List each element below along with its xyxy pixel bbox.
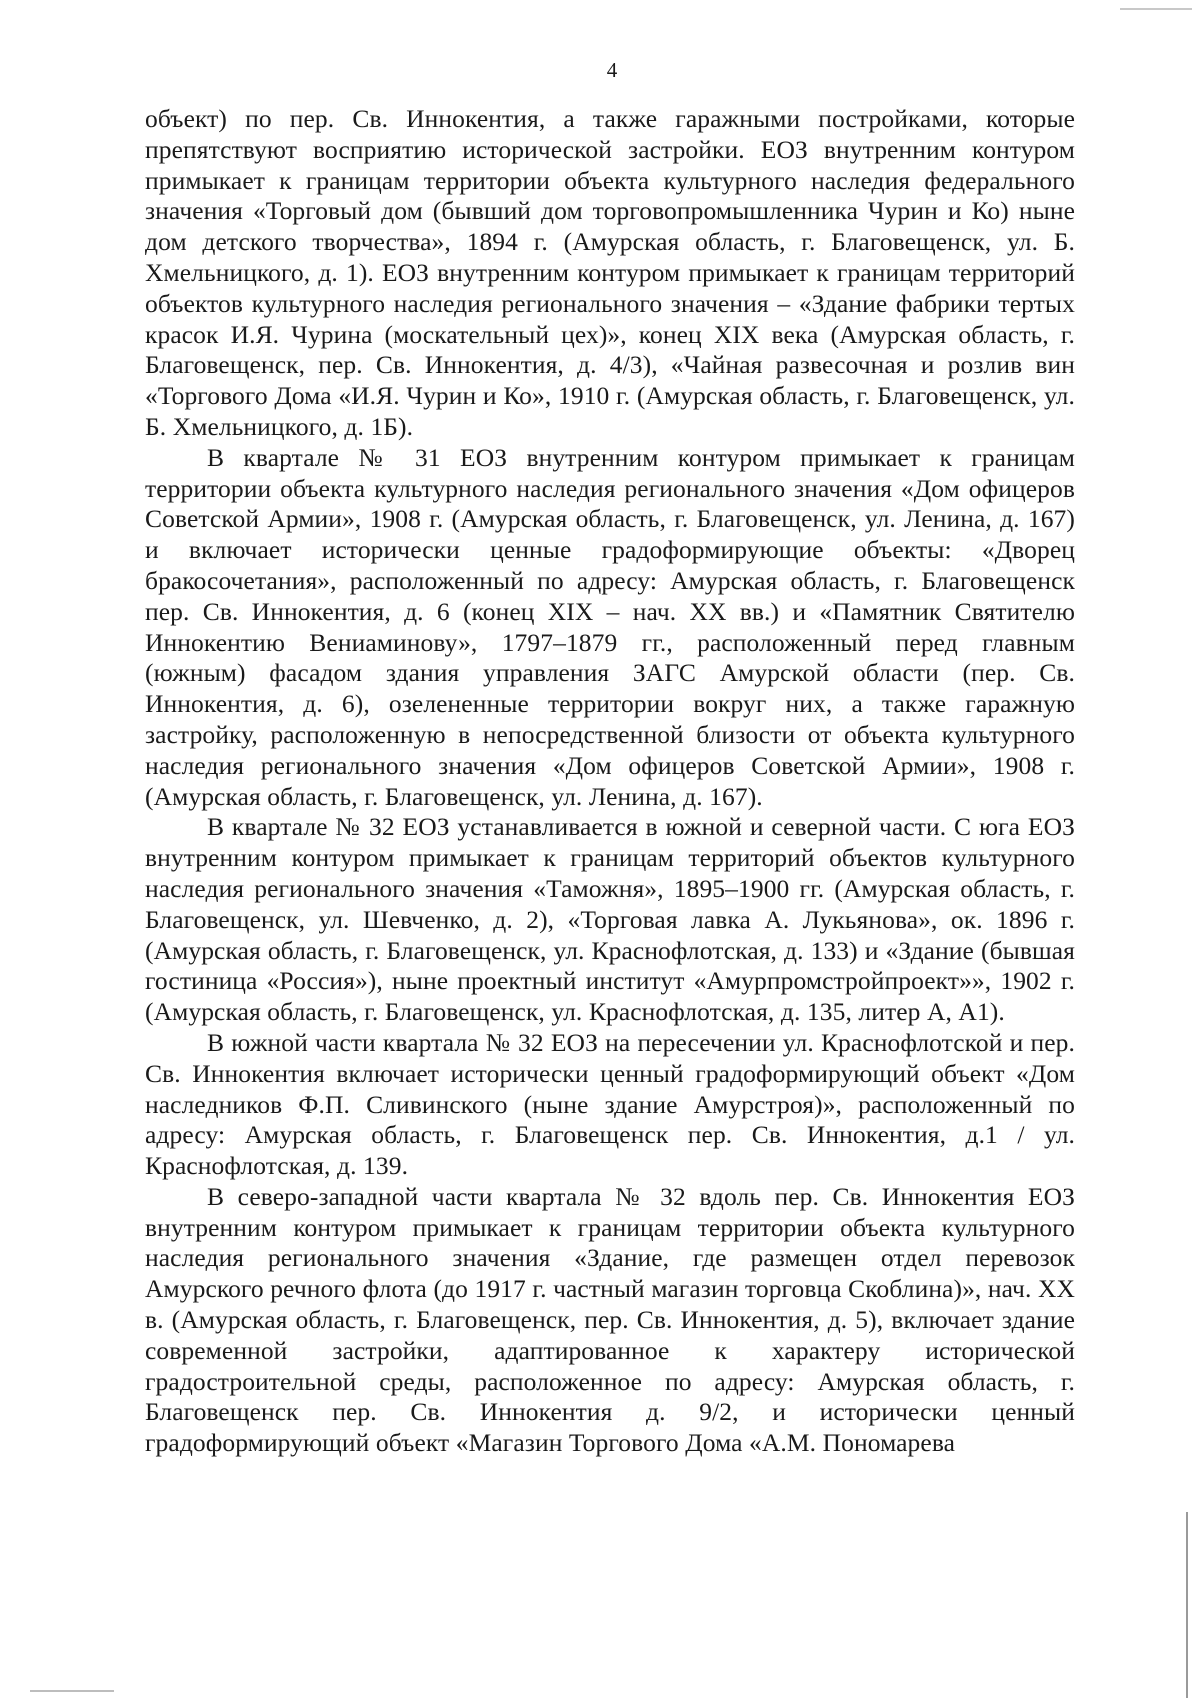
scan-artifact-top [1120, 8, 1192, 10]
scan-artifact-bottom [30, 1690, 114, 1692]
document-body [145, 104, 1075, 1459]
scan-artifact-right [1186, 1512, 1188, 1698]
paragraph-2: В квартале № 31 ЕОЗ внутренним контуром примыкает к границам территории объекта культурного наследия регионального значения «Дом офицеров Советской Армии», 1908 г. (Амурская область, г. Благовещенск, ул. Ленина, д. 167) и включает исторически ценные градоформирующие объекты: «Дворец бракосочетания», расположенный по адресу: Амурская область, г. Благовещенск пер. Св. Иннокентия, д. 6 (конец XIX – нач. XX вв.) и «Памятник Святителю Иннокентию Вениаминову», 1797–1879 гг., расположенный перед главным (южным) фасадом здания управления ЗАГС Амурской области (пер. Св. Иннокентия, д. 6), озелененные территории вокруг них, а также гаражную застройку, расположенную в непосредственной близости от объекта культурного наследия регионального значения «Дом офицеров Советской Армии», 1908 г. (Амурская область, г. Благовещенск, ул. Ленина, д. 167). [145, 442, 1075, 811]
paragraph-5: В северо-западной части квартала № 32 вдоль пер. Св. Иннокентия ЕОЗ внутренним контуром примыкает к границам территории объекта культурного наследия регионального значения «Здание, где размещен отдел перевозок Амурского речного флота (до 1917 г. частный магазин торговца Скоблина)», нач. XX в. (Амурская область, г. Благовещенск, пер. Св. Иннокентия, д. 5), включает здание современной застройки, адаптированное к характеру исторической градостроительной среды, расположенное по адресу: Амурская область, г. Благовещенск пер. Св. Иннокентия д. 9/2, и исторически ценный градоформирующий объект «Магазин Торгового Дома «А.М. Пономарева [145, 1181, 1075, 1458]
page-number: 4 [606, 58, 618, 82]
paragraph-3: В квартале № 32 ЕОЗ устанавливается в южной и северной части. С юга ЕОЗ внутренним контуром примыкает к границам территорий объектов культурного наследия регионального значения «Таможня», 1895–1900 гг. (Амурская область, г. Благовещенск, ул. Шевченко, д. 2), «Торговая лавка А. Лукьянова», ок. 1896 г. (Амурская область, г. Благовещенск, ул. Краснофлотская, д. 133) и «Здание (бывшая гостиница «Россия»), ныне проектный институт «Амурпромстройпроект»», 1902 г. (Амурская область, г. Благовещенск, ул. Краснофлотская, д. 135, литер А, А1). [145, 812, 1075, 1027]
paragraph-4: В южной части квартала № 32 ЕОЗ на пересечении ул. Краснофлотской и пер. Св. Иннокентия включает исторически ценный градоформирующий объект «Дом наследников Ф.П. Сливинского (ныне здание Амурстроя)», расположенный по адресу: Амурская область, г. Благовещенск пер. Св. Иннокентия, д.1 / ул. Краснофлотская, д. 139. [145, 1027, 1075, 1181]
paragraph-1: объект) по пер. Св. Иннокентия, а также гаражными постройками, которые препятствуют восприятию исторической застройки. ЕОЗ внутренним контуром примыкает к границам территории объекта культурного наследия федерального значения «Торговый дом (бывший дом торговопромышленника Чурин и Ко) ныне дом детского творчества», 1894 г. (Амурская область, г. Благовещенск, ул. Б. Хмельницкого, д. 1). ЕОЗ внутренним контуром примыкает к границам территорий объектов культурного наследия регионального значения – «Здание фабрики тертых красок И.Я. Чурина (москательный цех)», конец XIX века (Амурская область, г. Благовещенск, пер. Св. Иннокентия, д. 4/3), «Чайная развесочная и розлив вин «Торгового Дома «И.Я. Чурин и Ко», 1910 г. (Амурская область, г. Благовещенск, ул. Б. Хмельницкого, д. 1Б). [145, 104, 1075, 441]
